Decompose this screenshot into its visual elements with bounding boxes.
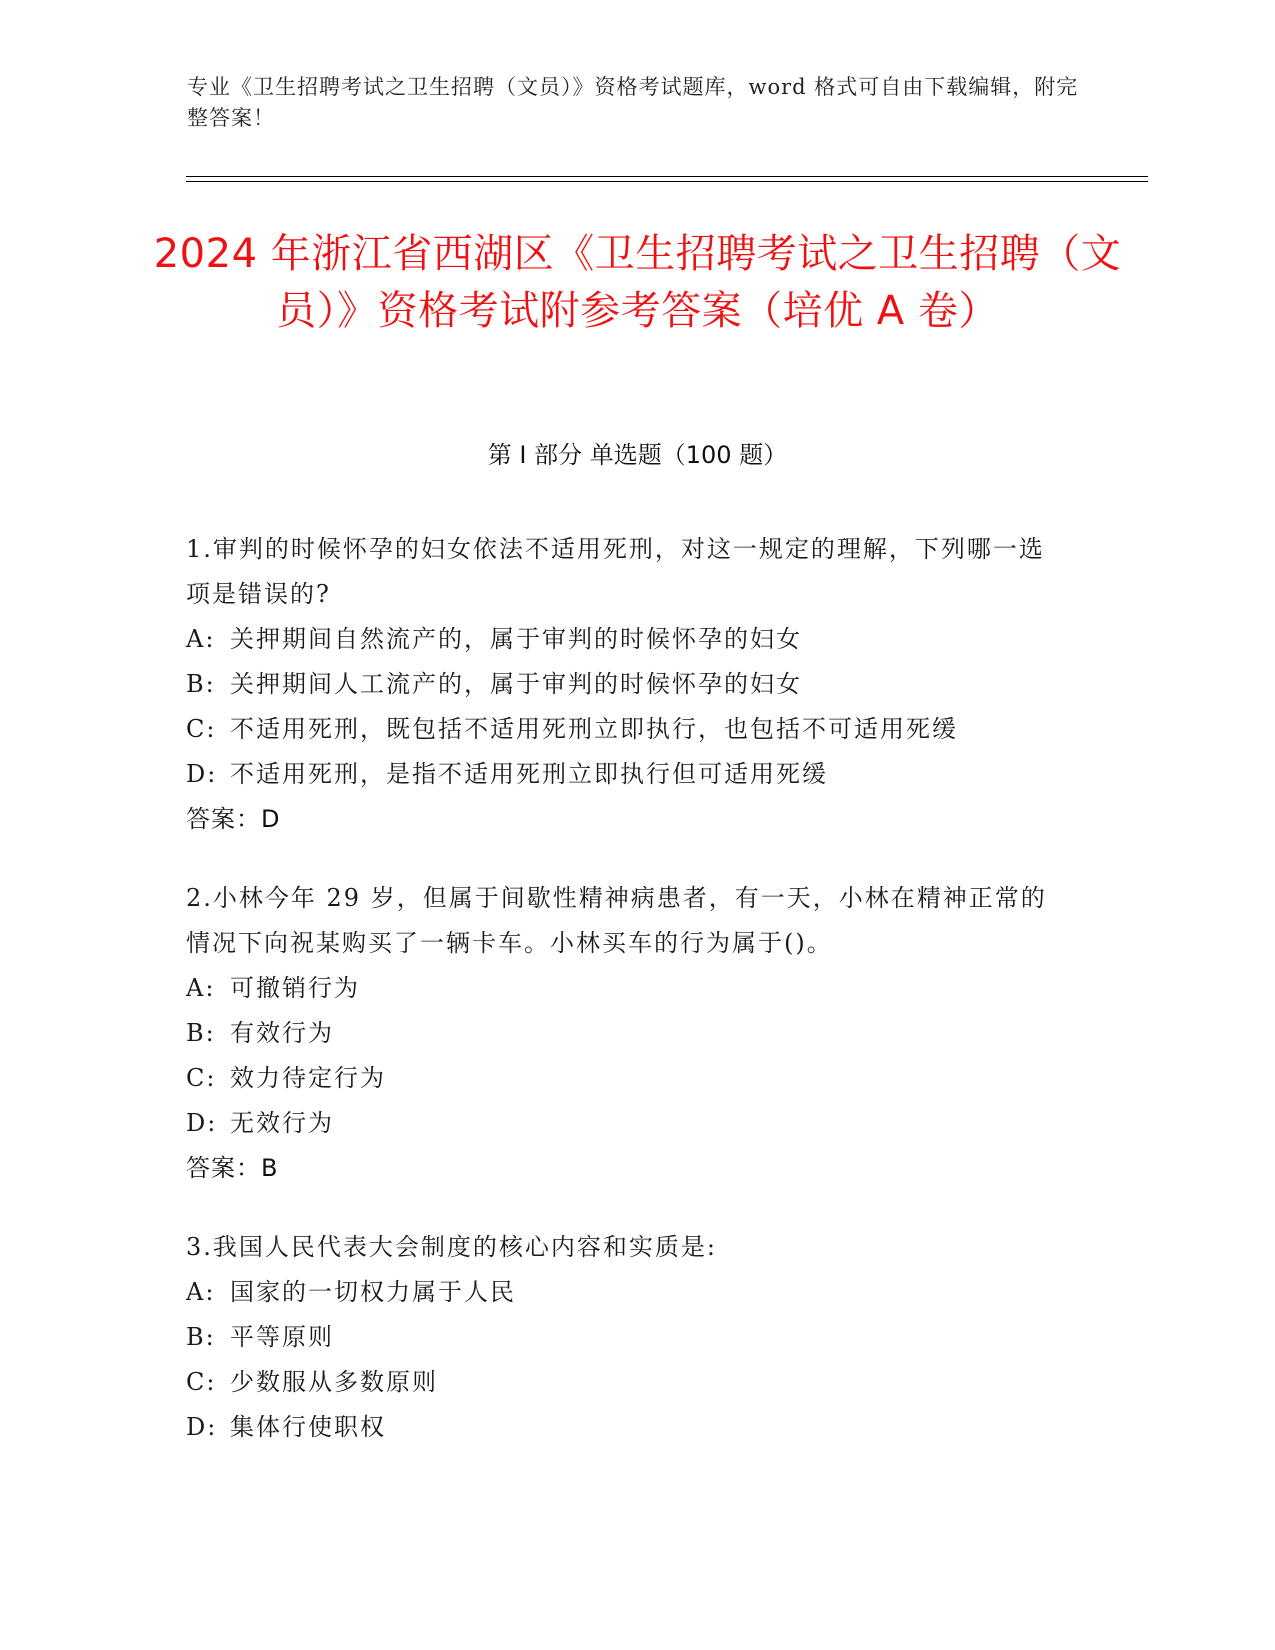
option-letter: A: [186,974,216,1002]
option-text: 无效行为 [230,1109,334,1137]
question-text: 1.审判的时候怀孕的妇女依法不适用死刑，对这一规定的理解，下列哪一选项是错误的? [186,535,1045,608]
option-c [186,707,1086,752]
option-c [186,1360,1086,1405]
option-letter: B: [186,1019,216,1047]
section-heading: 第 I 部分 单选题（100 题） [487,441,788,469]
option-a [186,617,1086,662]
question-list [186,527,1086,1484]
question-item [186,876,1086,1191]
question-item [186,527,1086,842]
question-text: 2.小林今年 29 岁，但属于间歇性精神病患者，有一天，小林在精神正常的情况下向祝某购买了一辆卡车。小林买车的行为属于()。 [186,884,1047,957]
option-letter: C: [186,1064,217,1092]
option-d [186,1405,1086,1450]
option-letter: C: [186,1368,217,1396]
option-b [186,1011,1086,1056]
document-title: 2024 年浙江省西湖区《卫生招聘考试之卫生招聘（文员）》资格考试附参考答案（培优 A 卷） [153,231,1122,334]
option-a [186,966,1086,1011]
option-a [186,1270,1086,1315]
option-b [186,1315,1086,1360]
option-letter: D: [186,760,218,788]
option-b [186,662,1086,707]
option-letter: A: [186,625,216,653]
answer-line: 答案：B [186,1154,279,1182]
option-letter: D: [186,1109,218,1137]
option-d [186,1101,1086,1146]
option-letter: D: [186,1413,218,1441]
option-c [186,1056,1086,1101]
option-text: 少数服从多数原则 [230,1368,438,1396]
option-text: 不适用死刑，既包括不适用死刑立即执行，也包括不可适用死缓 [230,715,958,743]
option-text: 国家的一切权力属于人民 [230,1278,516,1306]
option-text: 关押期间人工流产的，属于审判的时候怀孕的妇女 [230,670,802,698]
option-text: 有效行为 [230,1019,334,1047]
header-divider-bottom [186,181,1148,182]
option-letter: C: [186,715,217,743]
option-text: 可撤销行为 [230,974,360,1002]
option-d [186,752,1086,797]
option-text: 不适用死刑，是指不适用死刑立即执行但可适用死缓 [230,760,828,788]
option-letter: A: [186,1278,216,1306]
answer-line: 答案：D [186,805,281,833]
option-letter: B: [186,670,216,698]
header-note: 专业《卫生招聘考试之卫生招聘（文员）》资格考试题库，word 格式可自由下载编辑，附完整答案！ [187,75,1079,130]
option-text: 平等原则 [230,1323,334,1351]
option-letter: B: [186,1323,216,1351]
option-text: 效力待定行为 [230,1064,386,1092]
option-text: 集体行使职权 [230,1413,386,1441]
option-text: 关押期间自然流产的，属于审判的时候怀孕的妇女 [230,625,802,653]
question-text: 3.我国人民代表大会制度的核心内容和实质是: [186,1233,717,1261]
question-item [186,1225,1086,1450]
header-divider-top [186,176,1148,177]
